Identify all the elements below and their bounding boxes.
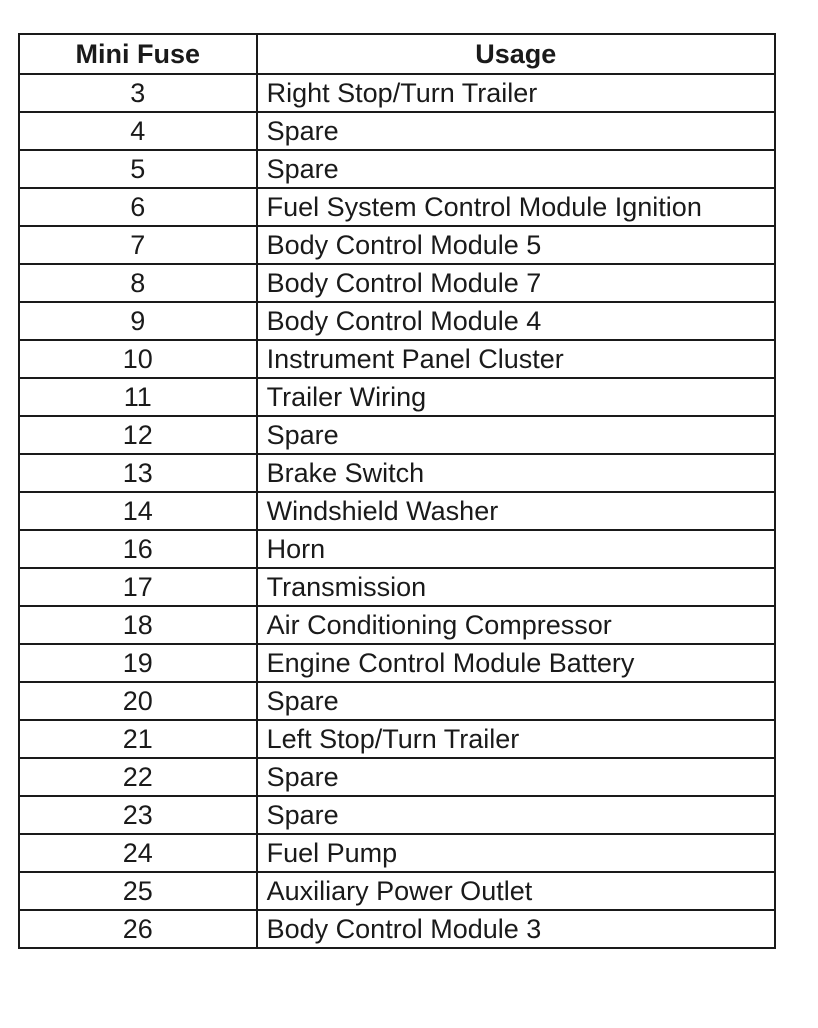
fuse-usage-cell: Brake Switch: [257, 454, 775, 492]
fuse-usage-cell: Transmission: [257, 568, 775, 606]
fuse-number-cell: 17: [19, 568, 257, 606]
fuse-number-cell: 20: [19, 682, 257, 720]
fuse-number-cell: 24: [19, 834, 257, 872]
fuse-usage-cell: Spare: [257, 150, 775, 188]
fuse-usage-cell: Instrument Panel Cluster: [257, 340, 775, 378]
table-row: [19, 834, 775, 872]
table-header-row: [19, 34, 775, 74]
fuse-usage-cell: Right Stop/Turn Trailer: [257, 74, 775, 112]
table-row: [19, 606, 775, 644]
fuse-number-cell: 5: [19, 150, 257, 188]
fuse-usage-cell: Engine Control Module Battery: [257, 644, 775, 682]
fuse-number-cell: 9: [19, 302, 257, 340]
fuse-number-cell: 18: [19, 606, 257, 644]
table-row: [19, 682, 775, 720]
fuse-number-cell: 10: [19, 340, 257, 378]
fuse-usage-cell: Trailer Wiring: [257, 378, 775, 416]
table-body: [19, 74, 775, 948]
fuse-number-cell: 16: [19, 530, 257, 568]
table-row: [19, 492, 775, 530]
table-row: [19, 568, 775, 606]
table-row: [19, 872, 775, 910]
table-row: [19, 112, 775, 150]
table-row: [19, 720, 775, 758]
fuse-number-cell: 6: [19, 188, 257, 226]
table-row: [19, 150, 775, 188]
fuse-number-cell: 3: [19, 74, 257, 112]
fuse-number-cell: 19: [19, 644, 257, 682]
table-row: [19, 264, 775, 302]
fuse-number-cell: 11: [19, 378, 257, 416]
fuse-number-cell: 25: [19, 872, 257, 910]
fuse-usage-cell: Body Control Module 4: [257, 302, 775, 340]
fuse-usage-table: [18, 33, 776, 949]
fuse-usage-cell: Fuel System Control Module Ignition: [257, 188, 775, 226]
fuse-usage-cell: Spare: [257, 112, 775, 150]
fuse-usage-cell: Body Control Module 5: [257, 226, 775, 264]
header-usage: Usage: [257, 34, 775, 74]
fuse-number-cell: 7: [19, 226, 257, 264]
table-row: [19, 910, 775, 948]
fuse-usage-cell: Spare: [257, 758, 775, 796]
fuse-usage-cell: Windshield Washer: [257, 492, 775, 530]
fuse-number-cell: 13: [19, 454, 257, 492]
table-row: [19, 644, 775, 682]
fuse-number-cell: 23: [19, 796, 257, 834]
fuse-number-cell: 26: [19, 910, 257, 948]
fuse-usage-cell: Auxiliary Power Outlet: [257, 872, 775, 910]
fuse-number-cell: 4: [19, 112, 257, 150]
fuse-usage-cell: Left Stop/Turn Trailer: [257, 720, 775, 758]
header-mini-fuse: Mini Fuse: [19, 34, 257, 74]
fuse-usage-cell: Horn: [257, 530, 775, 568]
table-row: [19, 758, 775, 796]
table-row: [19, 188, 775, 226]
fuse-usage-cell: Spare: [257, 682, 775, 720]
table-row: [19, 74, 775, 112]
fuse-number-cell: 22: [19, 758, 257, 796]
fuse-usage-cell: Spare: [257, 796, 775, 834]
table-row: [19, 416, 775, 454]
table-row: [19, 454, 775, 492]
table-row: [19, 530, 775, 568]
fuse-usage-cell: Spare: [257, 416, 775, 454]
fuse-number-cell: 21: [19, 720, 257, 758]
fuse-number-cell: 12: [19, 416, 257, 454]
table-row: [19, 796, 775, 834]
fuse-usage-cell: Body Control Module 7: [257, 264, 775, 302]
fuse-usage-cell: Air Conditioning Compressor: [257, 606, 775, 644]
fuse-number-cell: 8: [19, 264, 257, 302]
table-row: [19, 302, 775, 340]
fuse-number-cell: 14: [19, 492, 257, 530]
fuse-usage-cell: Fuel Pump: [257, 834, 775, 872]
table-row: [19, 226, 775, 264]
table-row: [19, 340, 775, 378]
table-row: [19, 378, 775, 416]
fuse-usage-cell: Body Control Module 3: [257, 910, 775, 948]
